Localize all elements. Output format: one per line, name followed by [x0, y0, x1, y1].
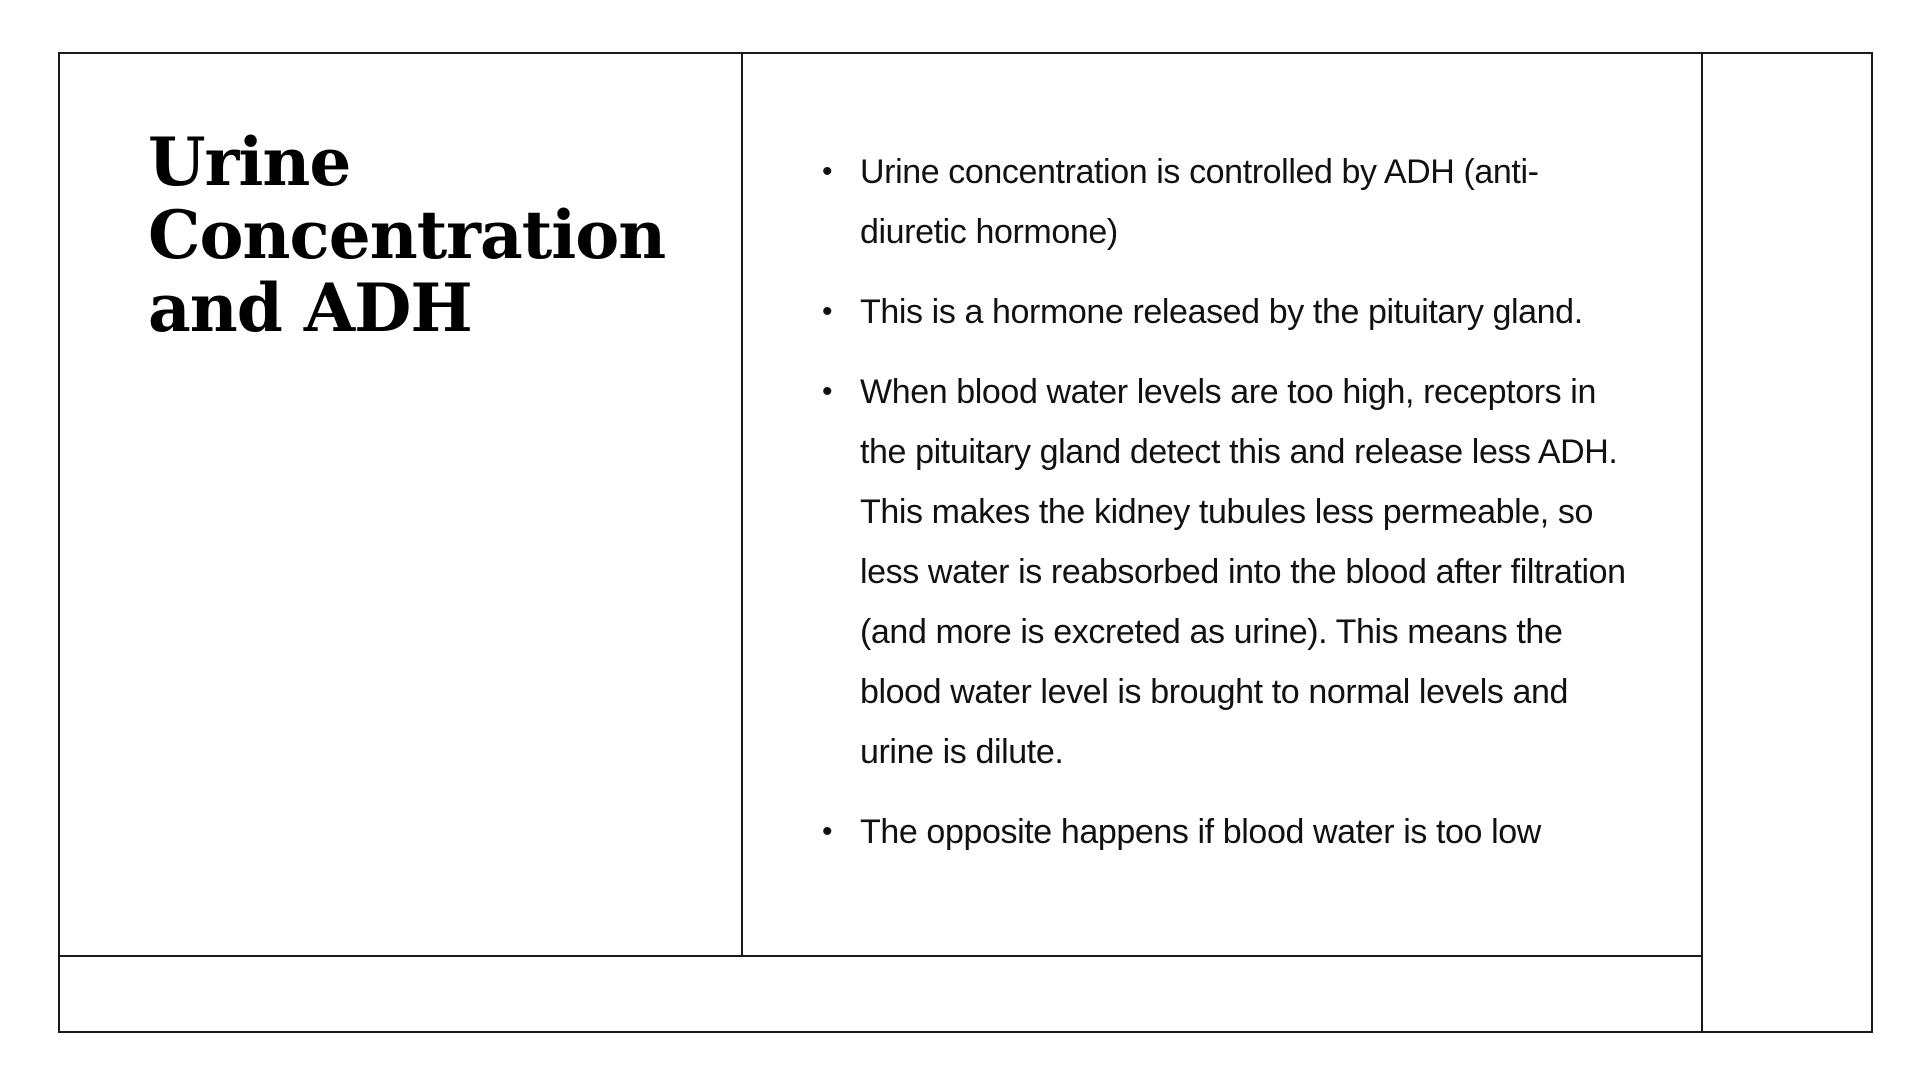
bullet-item: • When blood water levels are too high, receptors in the pituitary gland detect this and release less ADH. This makes the kidney tubules less permeable, so less water is reabsorbed into the blood after filtration (and more is excreted as urine). This means the blood water level is brought to normal levels and urine is dilute.	[822, 362, 1630, 782]
frame-right-panel-divider	[1701, 52, 1703, 1033]
frame-column-divider	[741, 52, 743, 957]
bullet-item: • Urine concentration is controlled by ADH (anti-diuretic hormone)	[822, 142, 1620, 262]
bullet-item: • This is a hormone released by the pituitary gland.	[822, 282, 1640, 342]
frame-right-line	[1871, 52, 1873, 1033]
frame-bottom-line	[58, 1031, 1873, 1033]
frame-top-line	[58, 52, 1873, 54]
bullet-list	[822, 142, 1626, 882]
slide-title-line: and ADH	[148, 269, 472, 347]
bullet-item: • The opposite happens if blood water is too low	[822, 802, 1640, 862]
slide-title-line: Urine	[148, 123, 351, 201]
slide-title	[148, 123, 708, 347]
frame-left-line	[58, 52, 60, 1033]
slide-title-line: Concentration	[148, 196, 666, 274]
frame-footer-divider	[58, 955, 1703, 957]
